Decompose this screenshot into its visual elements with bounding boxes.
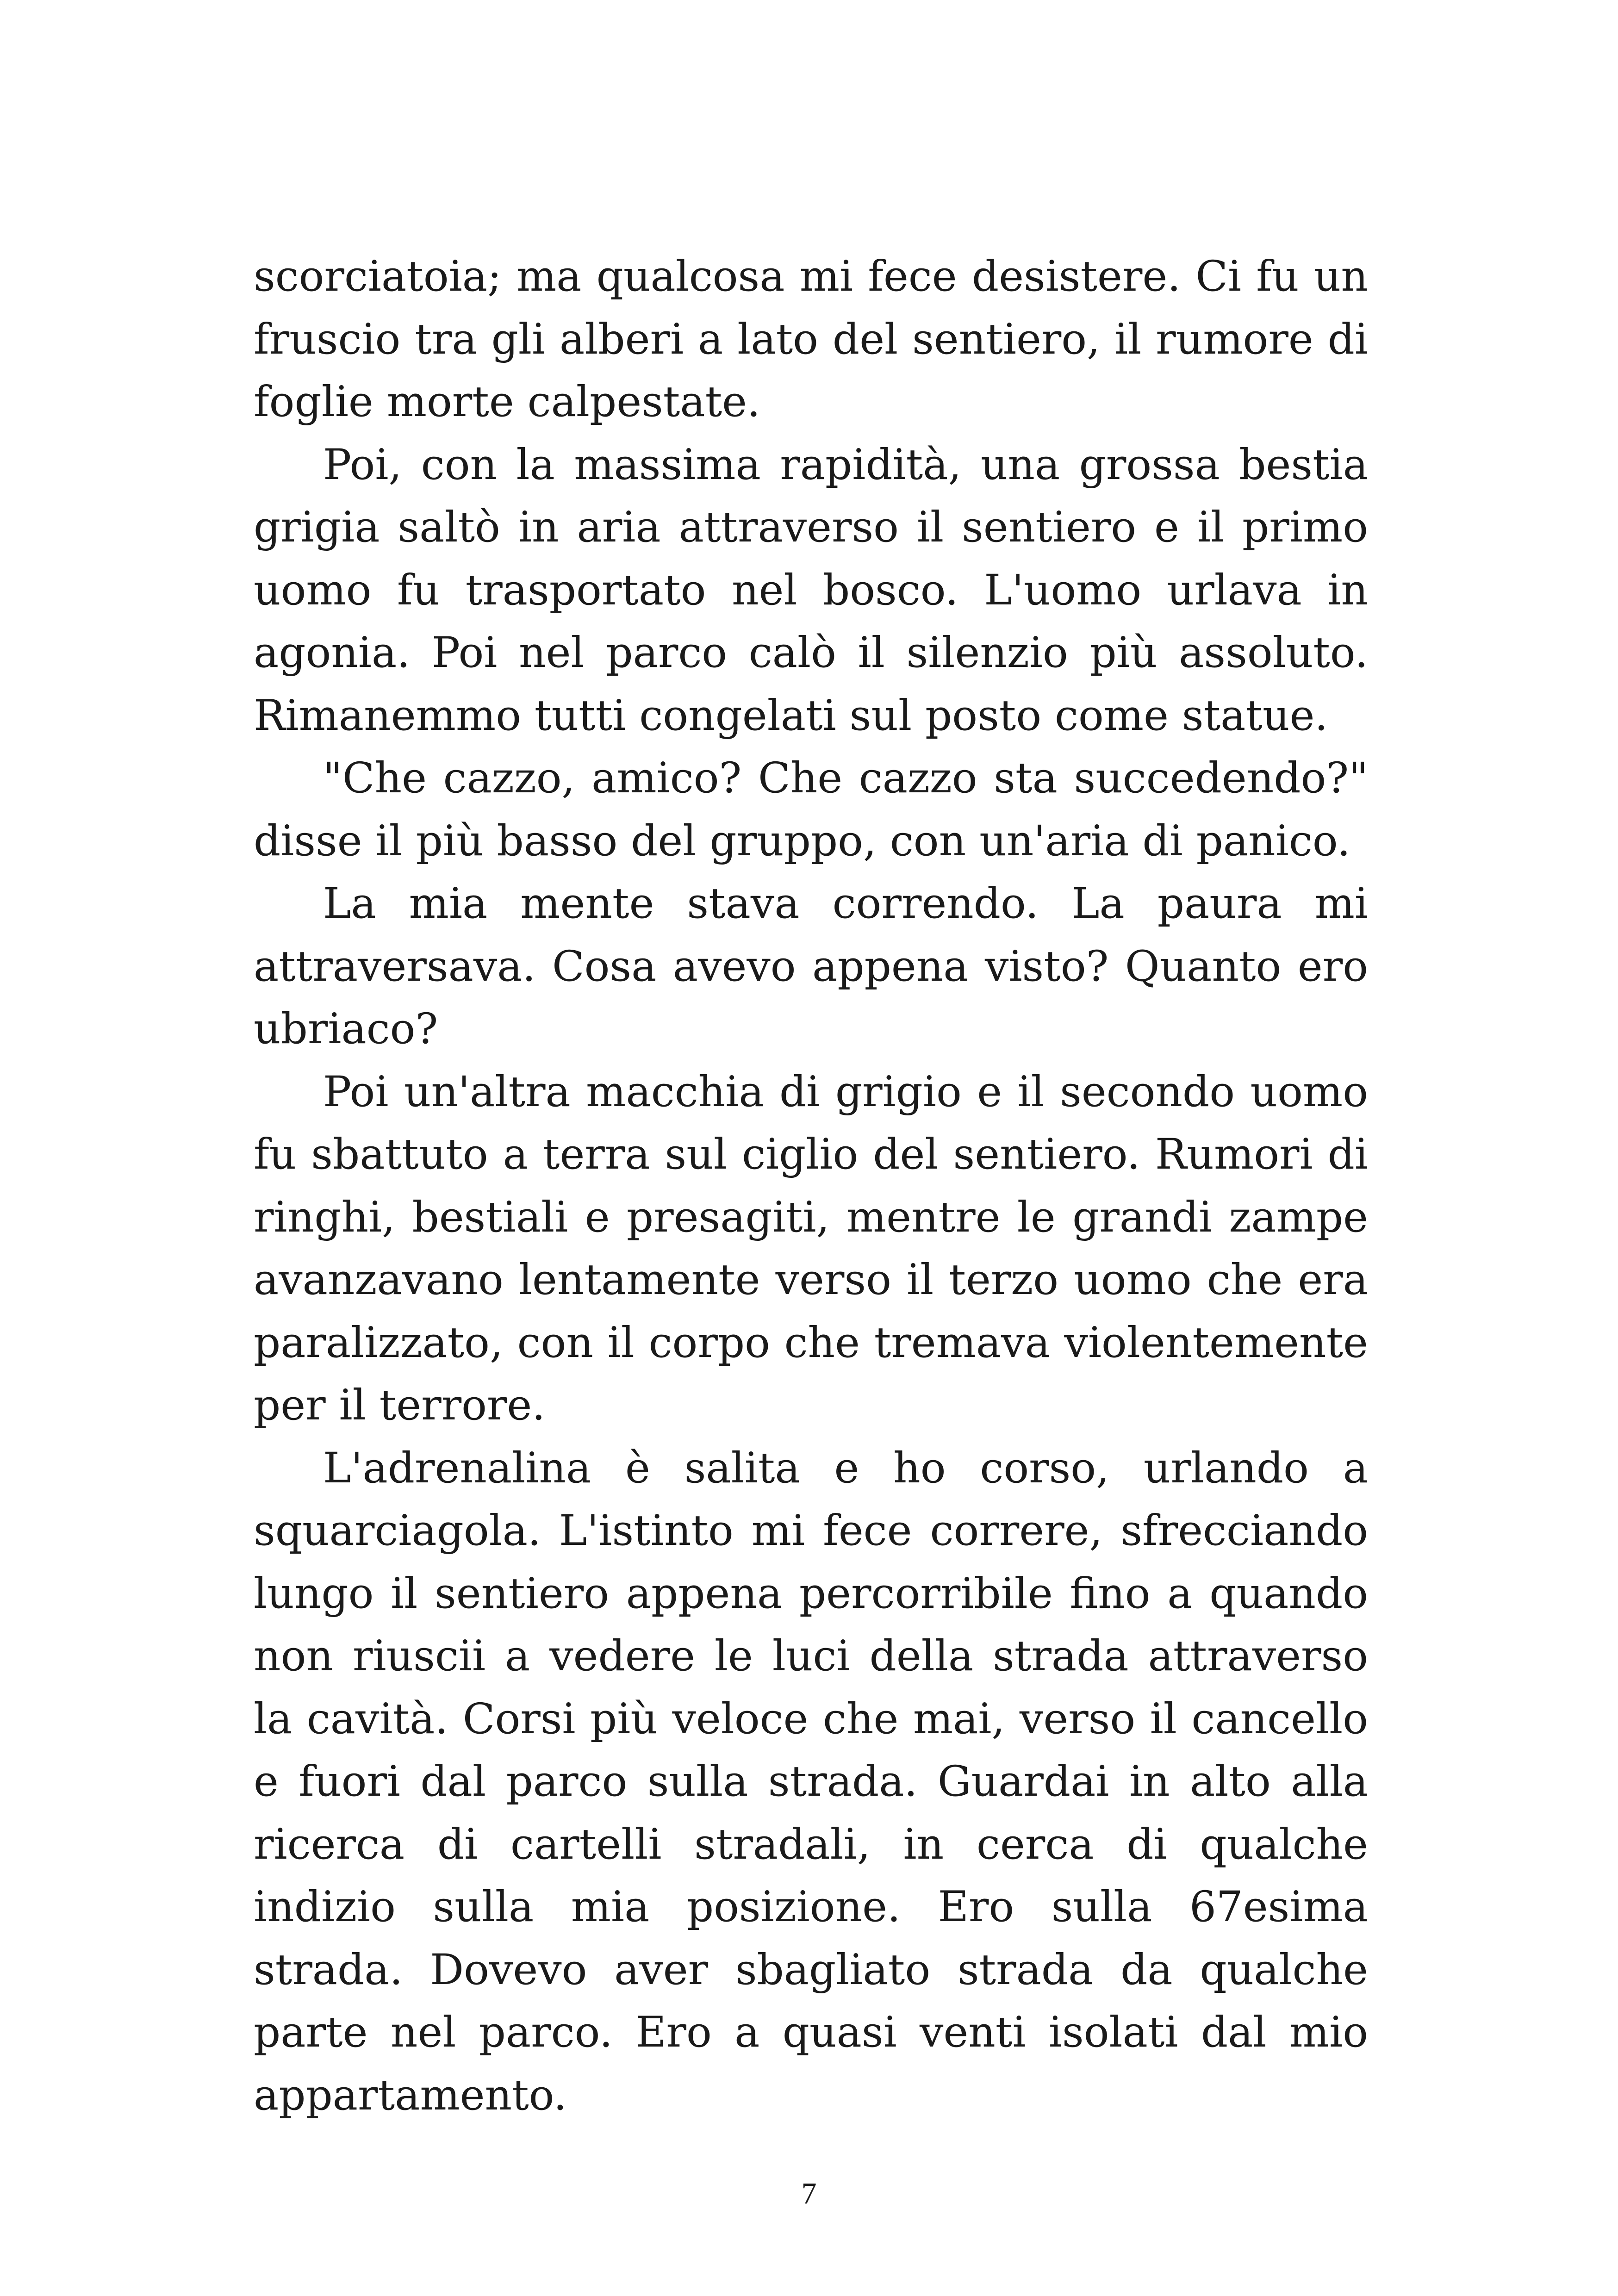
paragraph-3: "Che cazzo, amico? Che cazzo sta succedendo?" disse il più basso del gruppo, con un'aria di panico. [254,754,1368,865]
paragraph-1: scorciatoia; ma qualcosa mi fece desistere. Ci fu un fruscio tra gli alberi a lato del sentiero, il rumore di foglie morte calpestate. [254,252,1368,426]
body-text [254,245,1368,2127]
paragraph-6: L'adrenalina è salita e ho corso, urlando a squarciagola. L'istinto mi fece correre, sfrecciando lungo il sentiero appena percorribile fino a quando non riuscii a vedere le luci della strada attraverso la cavità. Corsi più veloce che mai, verso il cancello e fuori dal parco sulla strada. Guardai in alto alla ricerca di cartelli stradali, in cerca di qualche indizio sulla mia posizione. Ero sulla 67esima strada. Dovevo aver sbagliato strada da qualche parte nel parco. Ero a quasi venti isolati dal mio appartamento. [254,1444,1368,2120]
paragraph-4: La mia mente stava correndo. La paura mi attraversava. Cosa avevo appena visto? Quanto ero ubriaco? [254,879,1368,1053]
page-number: 7 [801,2177,817,2210]
paragraph-2: Poi, con la massima rapidità, una grossa bestia grigia saltò in aria attraverso il sentiero e il primo uomo fu trasportato nel bosco. L'uomo urlava in agonia. Poi nel parco calò il silenzio più assoluto. Rimanemmo tutti congelati sul posto come statue. [254,440,1368,740]
paragraph-5: Poi un'altra macchia di grigio e il secondo uomo fu sbattuto a terra sul ciglio del sentiero. Rumori di ringhi, bestiali e presagiti, mentre le grandi zampe avanzavano lentamente verso il terzo uomo che era paralizzato, con il corpo che tremava violentemente per il terrore. [254,1067,1368,1430]
